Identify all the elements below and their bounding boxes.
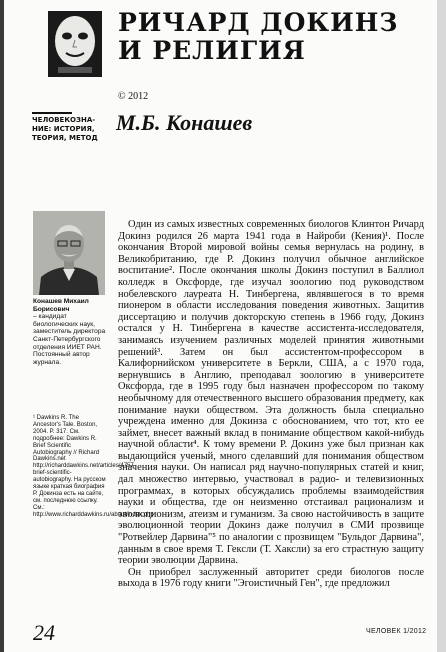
theater-mask-icon [48, 11, 102, 77]
section-rubric: ЧЕЛОВЕКОЗНА-НИЕ: ИСТОРИЯ, ТЕОРИЯ, МЕТОД [32, 116, 98, 142]
paragraph: Он приобрел заслуженный авторитет среди биологов после выхода в 1976 году книги "Эгоистичный Ген", где предложил [118, 566, 424, 590]
author-photo [33, 211, 105, 295]
copyright: © 2012 [118, 91, 149, 102]
title-line-1: РИЧАРД ДОКИНЗ [118, 8, 399, 37]
footnote: ¹ Dawkins R. The Ancestor's Tale. Boston, 2004. P. 317. См. подробнее: Dawkins R. Brief Scientific Autobiography // Richard Dawkins.net http://richarddawkins.net/articles/4757-brief-scientific-autobiography. На русском языке краткая биография Р. Докинза есть на сайте, см. последнюю ссылку. См.: http://www.richarddawkins.ru/about/index.php [33, 415, 154, 518]
rubric-divider [32, 112, 72, 114]
author-portrait-icon [33, 211, 105, 295]
mask-illustration [48, 11, 102, 77]
article-title [118, 9, 418, 65]
bio-author-name: Конашев Михаил Борисович [33, 298, 89, 313]
page-number: 24 [33, 620, 55, 645]
author-name: М.Б. Конашев [116, 110, 253, 135]
author-bio [33, 298, 107, 366]
bio-text: – кандидат биологических наук, заместитель директора Санкт-Петербургского отделения ИИЕТ РАН. Постоянный автор журнала. [33, 313, 106, 366]
paragraph: Один из самых известных современных биологов Клинтон Ричард Докинз родился 26 марта 1941 года в Найроби (Кения)¹. После окончания Второй мировой войны семья вернулась на родину, в Великобританию, где Р. Докинз получил обычное английское воспитание². После окончания школы Докинз поступил в Баллиол колледж в Оксфорде, где изучал зоологию под руководством нобелевского лауреата Н. Тинбергена, являвшегося в то время пионером в области исследования поведения животных. Защитив диссертацию и получив докторскую степень в 1966 году, Докинз остался у Н. Тинбергена в качестве ассистента-исследователя, занимаясь изучением различных моделей принятия животными решений³. Затем он был ассистентом-профессором в Калифорнийском университете в Беркли, США, а с 1970 года, вернувшись в Англию, преподавал зоологию в университете Оксфорда, где в 1995 году был назначен профессором по такому необычному для отечественного высшего образования предмету, как понимание науки обществом. Эта должность была специально учреждена именно для Докинза с обоснованием, что тот, кто ее займет, внесет важный вклад в понимание обществом какой-нибудь научной области⁴. К тому времени Р. Докинз уже был признан как выдающийся ученый, много сделавший для понимания обществом значения науки. Он написал ряд научно-популярных статей и книг, дал множество интервью, участвовал в радио- и телевизионных программах, в которых обсуждались проблемы взаимодействия науки и общества, где он неизменно отстаивал рационализм и эволюционизм, атеизм и гуманизм. За свою настойчивость в защите эволюционной теории Докинз даже получил в СМИ прозвище "Ротвейлер Дарвина"⁵ по аналогии с прозвищем "Бульдог Дарвина", данным в свое время Т. Гексли (Т. Хаксли) за его страстную защиту теории эволюции Дарвина. [118, 219, 424, 567]
journal-issue: ЧЕЛОВЕК 1/2012 [366, 628, 427, 635]
article-body [118, 219, 424, 590]
title-line-2: И РЕЛИГИЯ [118, 36, 306, 65]
